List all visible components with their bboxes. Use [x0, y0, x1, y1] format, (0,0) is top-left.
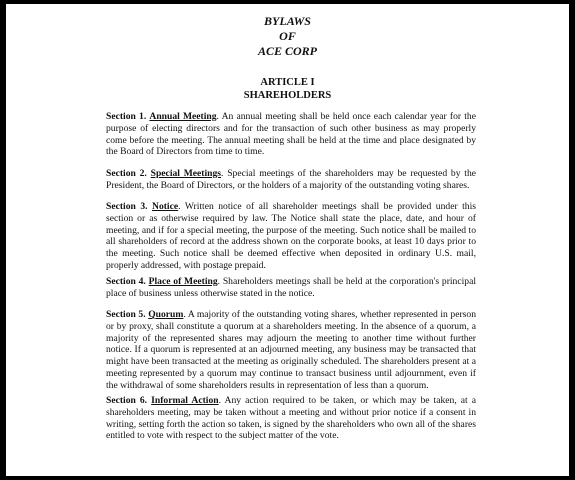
section-heading: Quorum — [148, 309, 184, 320]
document-page — [6, 4, 569, 476]
section-number: Section 5. — [106, 309, 146, 320]
section-number: Section 6. — [106, 395, 148, 406]
section-place-of-meeting: Section 4. Place of Meeting. Shareholders meetings shall be held at the corporation's principal place of business unless otherwise stated in the notice. — [106, 276, 477, 299]
section-special-meetings: Section 2. Special Meetings. Special meetings of the shareholders may be requested by the President, the Board of Directors, or the holders of a majority of the outstanding voting shares. — [106, 168, 476, 191]
section-quorum: Section 5. Quorum. A majority of the outstanding voting shares, whether represented in person or by proxy, shall constitute a quorum at a shareholders meeting. In the absence of a quorum, a majority of the represented shares may adjourn the meeting to another time without further notice. If a quorum is represented at an adjourned meeting, any business may be transacted that might have been transacted at the meeting as originally scheduled. The shareholders present at a meeting represented by a quorum may continue to transact business until adjournment, even if the withdrawal of some shareholders results in representation of less than a quorum. — [106, 309, 476, 391]
document-title-line-1: BYLAWS — [264, 14, 311, 28]
section-heading: Informal Action — [151, 395, 219, 406]
section-text: Special meetings of the shareholders may be requested by the President, the Board of Directors, or the holders of a majority of the outstanding voting shares. — [106, 168, 476, 191]
section-number: Section 2. — [106, 168, 147, 179]
section-number: Section 4. — [106, 276, 146, 287]
section-text: Shareholders meetings shall be held at the corporation's principal place of business unless otherwise stated in the notice. — [106, 276, 477, 299]
section-heading: Notice — [152, 201, 179, 212]
section-text: Written notice of all shareholder meetings shall be provided under this section or as otherwise required by law. The Notice shall state the place, date, and hour of meeting, and if for a special meeting, the purpose of the meeting. Such notice shall be mailed to all shareholders of record at the address shown on the corporate books, at least 10 days prior to the meeting. Such notice shall be deemed effective when deposited in ordinary U.S. mail, properly addressed, with postage prepaid. — [106, 201, 476, 271]
section-notice: Section 3. Notice. Written notice of all shareholder meetings shall be provided under this section or as otherwise required by law. The Notice shall state the place, date, and hour of meeting, and if for a special meeting, the purpose of the meeting. Such notice shall be mailed to all shareholders of record at the address shown on the corporate books, at least 10 days prior to the meeting. Such notice shall be deemed effective when deposited in ordinary U.S. mail, properly addressed, with postage prepaid. — [106, 201, 476, 271]
section-heading: Annual Meeting — [149, 111, 217, 122]
section-annual-meeting: Section 1. Annual Meeting. An annual meeting shall be held once each calendar year for the purpose of electing directors and for the transaction of such other business as may properly come before the meeting. The annual meeting shall be held at the time and place designated by the Board of Directors from time to time. — [106, 111, 476, 158]
document-title-line-3: ACE CORP — [257, 44, 317, 58]
section-number: Section 1. — [106, 111, 147, 122]
document-title-line-2: OF — [279, 29, 296, 43]
section-heading: Special Meetings — [150, 168, 222, 179]
section-text: A majority of the outstanding voting shares, whether represented in person or by proxy, shall constitute a quorum at a shareholders meeting. In the absence of a quorum, a majority of the represented shares may adjourn the meeting to another time without further notice. If a quorum is represented at an adjourned meeting, any business may be transacted that might have been transacted at the meeting as originally scheduled. The shareholders present at a meeting represented by a quorum may continue to transact business until adjournment, even if the withdrawal of some shareholders results in representation of less than a quorum. — [106, 309, 476, 391]
section-text: Any action required to be taken, or which may be taken, at a shareholders meeting, may be taken without a meeting and without prior notice if a consent in writing, setting forth the action so taken, is signed by the shareholders who own all of the shares entitled to vote with respect to the subject matter of the vote. — [106, 395, 476, 442]
article-name: SHAREHOLDERS — [243, 90, 332, 101]
section-number: Section 3. — [106, 201, 148, 212]
section-heading: Place of Meeting — [148, 276, 218, 287]
article-number: ARTICLE I — [260, 77, 315, 88]
section-text: An annual meeting shall be held once each calendar year for the purpose of electing directors and for the transaction of such other business as may properly come before the meeting. The annual meeting shall be held at the time and place designated by the Board of Directors from time to time. — [106, 111, 476, 158]
section-informal-action: Section 6. Informal Action. Any action required to be taken, or which may be taken, at a shareholders meeting, may be taken without a meeting and without prior notice if a consent in writing, setting forth the action so taken, is signed by the shareholders who own all of the shares entitled to vote with respect to the subject matter of the vote. — [106, 395, 476, 442]
